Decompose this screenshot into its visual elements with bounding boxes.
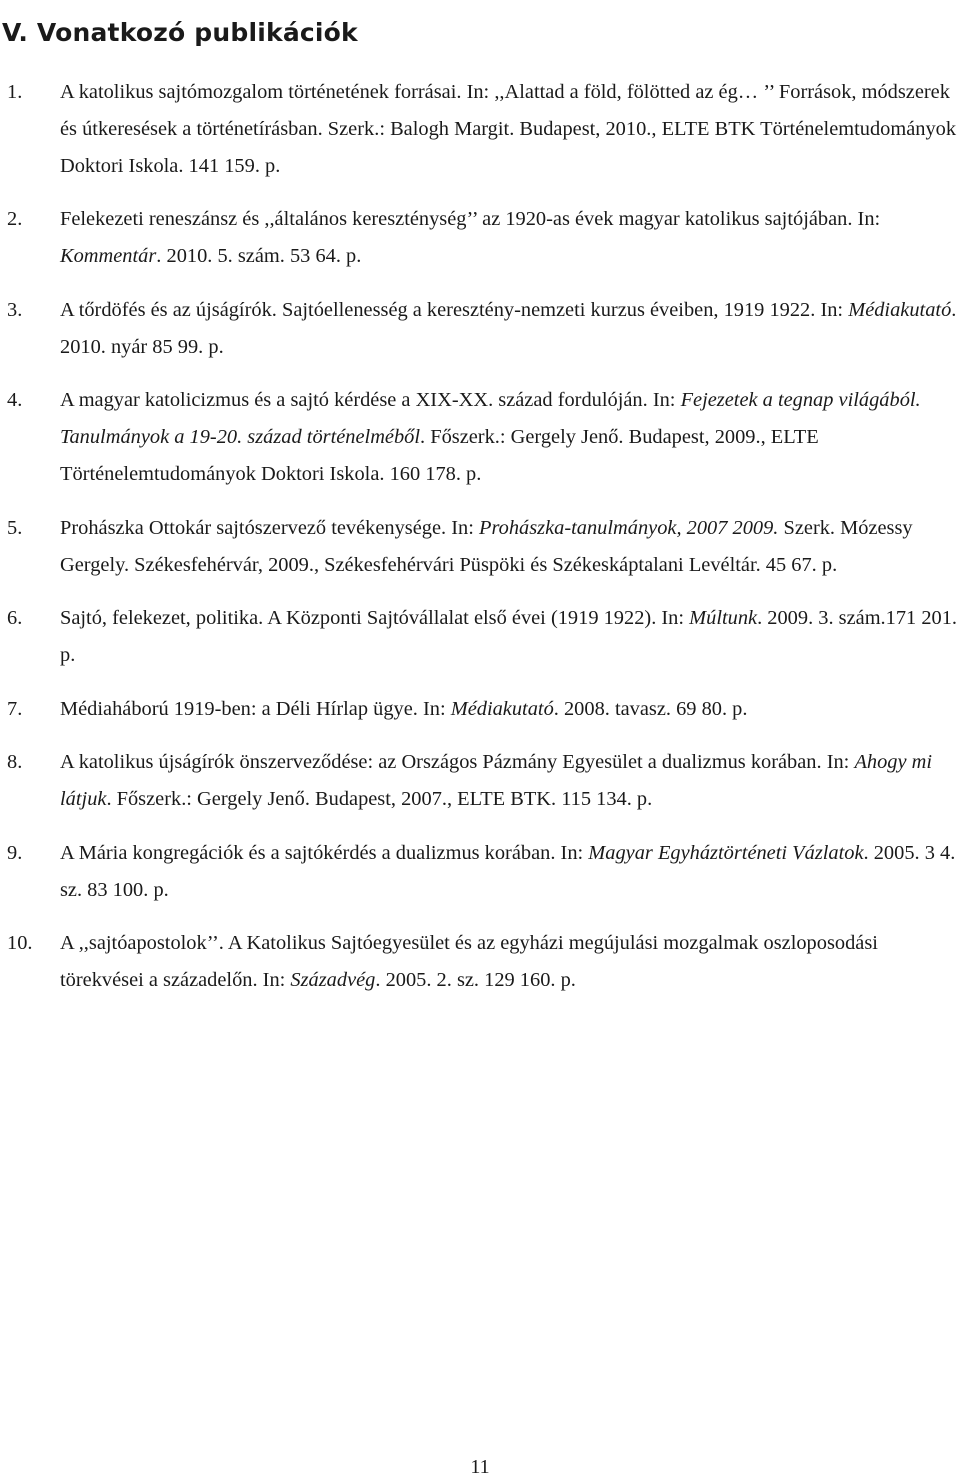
- entry-text: [60, 835, 960, 909]
- entry-text-segment: . 2005. 2. sz. 129 160. p.: [375, 969, 576, 992]
- entry-text: [60, 744, 960, 818]
- entry-text-segment: Sajtó, felekezet, politika. A Központi Sajtóvállalat első évei (1919 1922). In:: [60, 607, 690, 630]
- entry-number: 10.: [7, 932, 33, 955]
- entry-text: [60, 201, 960, 275]
- publication-entry: [0, 691, 960, 728]
- entry-number: 4.: [7, 389, 23, 412]
- publication-entry: [0, 510, 960, 584]
- entry-number: 3.: [7, 298, 23, 321]
- entry-text-segment: . 2005. 3 4. sz. 83 100. p.: [60, 841, 956, 901]
- entry-text-segment: . Főszerk.: Gergely Jenő. Budapest, 2009., ELTE Történelemtudományok Doktori Iskola. 160 178. p.: [60, 426, 819, 486]
- entry-number: 8.: [7, 751, 23, 774]
- entry-text-segment: A magyar katolicizmus és a sajtó kérdése a XIX-XX. század fordulóján. In:: [60, 389, 681, 412]
- publication-entry: [0, 292, 960, 366]
- publication-entry: [0, 201, 960, 275]
- entry-text: [60, 292, 960, 366]
- entry-text-segment: Felekezeti reneszánsz és ,,általános kereszténység’’ az 1920-as évek magyar katolikus sajtójában. In:: [60, 208, 881, 231]
- entry-title-italic: Ahogy mi látjuk: [60, 751, 933, 811]
- entry-number: 7.: [7, 697, 23, 720]
- entry-text-segment: . 2010. nyár 85 99. p.: [60, 298, 957, 358]
- publication-entry: [0, 600, 960, 674]
- entry-text: [60, 510, 960, 584]
- entry-number: 6.: [7, 607, 23, 630]
- entry-number: 2.: [7, 208, 23, 231]
- publication-entry: [0, 74, 960, 185]
- entry-title-italic: Médiakutató: [450, 697, 554, 720]
- entry-text-segment: . 2009. 3. szám.171 201. p.: [60, 607, 958, 667]
- entry-text-segment: A ,,sajtóapostolok’’. A Katolikus Sajtóegyesület és az egyházi megújulási mozgalmak oszloposodási törekvései a századelőn. In:: [60, 932, 878, 992]
- page-number: 11: [470, 1456, 490, 1478]
- section-heading: V. Vonatkozó publikációk: [2, 17, 358, 47]
- entry-text-segment: . 2010. 5. szám. 53 64. p.: [156, 245, 362, 268]
- entry-number: 9.: [7, 841, 23, 864]
- publication-entry: [0, 382, 960, 493]
- entry-text-segment: A tőrdöfés és az újságírók. Sajtóellenesség a keresztény-nemzeti kurzus éveiben, 1919 1922. In:: [60, 298, 849, 321]
- publication-entry: [0, 925, 960, 999]
- entry-text: [60, 600, 960, 674]
- entry-text-segment: . 2008. tavasz. 69 80. p.: [553, 697, 748, 720]
- entry-number: 5.: [7, 516, 23, 539]
- entry-title-italic: Fejezetek a tegnap világából. Tanulmányok a 19-20. század történelméből: [60, 389, 921, 449]
- entry-text: [60, 382, 960, 493]
- entry-title-italic: Magyar Egyháztörténeti Vázlatok: [588, 841, 864, 864]
- entry-text-segment: A katolikus újságírók önszerveződése: az Országos Pázmány Egyesület a dualizmus korában. In:: [60, 751, 855, 774]
- entry-text: [60, 74, 960, 185]
- entry-title-italic: Prohászka-tanulmányok, 2007 2009.: [478, 516, 779, 539]
- entry-text-segment: Prohászka Ottokár sajtószervező tevékenysége. In:: [60, 516, 479, 539]
- entry-text: [60, 691, 960, 728]
- entry-text-segment: Szerk. Mózessy Gergely. Székesfehérvár, 2009., Székesfehérvári Püspöki és Székeskáptalani Levéltár. 45 67. p.: [60, 516, 913, 576]
- publication-list: [0, 74, 960, 1016]
- entry-title-italic: Kommentár: [60, 245, 157, 268]
- entry-title-italic: Múltunk: [689, 607, 758, 630]
- entry-text-segment: Médiaháború 1919-ben: a Déli Hírlap ügye. In:: [60, 697, 451, 720]
- entry-number: 1.: [7, 81, 23, 103]
- publication-entry: [0, 744, 960, 818]
- entry-text: [60, 925, 960, 999]
- entry-title-italic: Médiakutató: [848, 298, 952, 321]
- entry-text-segment: A Mária kongregációk és a sajtókérdés a dualizmus korában. In:: [60, 841, 589, 864]
- entry-title-italic: Századvég: [290, 969, 376, 992]
- entry-text-segment: . Főszerk.: Gergely Jenő. Budapest, 2007., ELTE BTK. 115 134. p.: [106, 788, 653, 811]
- publication-entry: [0, 835, 960, 909]
- entry-text-segment: A katolikus sajtómozgalom történetének forrásai. In: ,,Alattad a föld, fölötted az ég… ’’ Források, módszerek és útkeresések a történetírásban. Szerk.: Balogh Margit. Budapest, 2010., ELTE BTK Történelemtudományok Doktori Iskola. 141 159. p.: [60, 81, 957, 177]
